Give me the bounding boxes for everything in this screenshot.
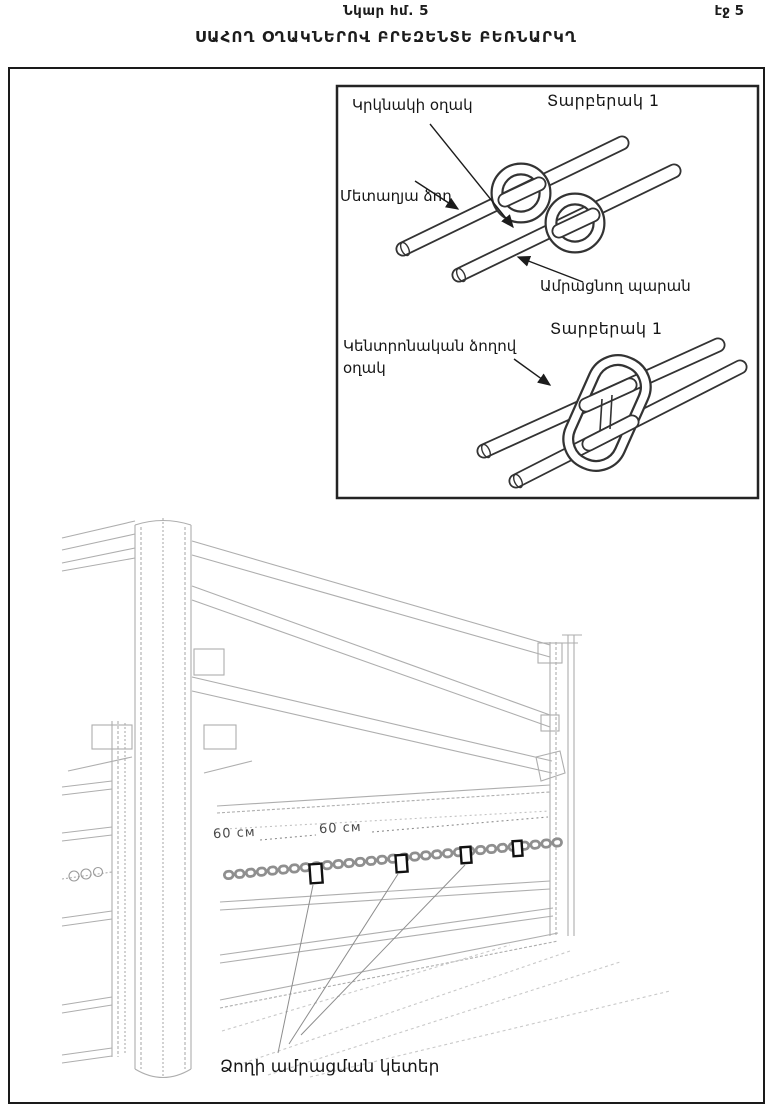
- spacing-label-left: 60 см: [212, 824, 256, 843]
- central-ring-label-line1: Կենտրոնական ձողով: [343, 337, 517, 355]
- page-number: էջ 5: [714, 3, 744, 19]
- fastening-rope-label: Ամրացնող պարան: [540, 277, 691, 295]
- technical-drawing: [10, 69, 763, 1099]
- metal-rod-label: Մետաղյա ձող: [340, 187, 452, 205]
- figure-caption: Նկար հմ. 5: [343, 3, 429, 19]
- variant-heading-bottom: Տարբերակ 1: [550, 319, 663, 338]
- spacing-label-right: 60 см: [318, 819, 362, 838]
- variant-heading-top: Տարբերակ 1: [547, 91, 660, 110]
- figure-frame: [8, 67, 765, 1104]
- central-ring-label-line2: օղակ: [343, 359, 386, 377]
- attachment-points-label: Ձողի ամրացման կետեր: [220, 1057, 440, 1077]
- double-ring-label: Կրկնակի օղակ: [352, 96, 473, 114]
- fence-sketch: [62, 518, 670, 1078]
- figure-title: ՍԱՀՈՂ ՕՂԱԿՆԵՐՈՎ ԲՐԵԶԵՆՏԵ ԲԵՌՆԱՐԿՂ: [194, 28, 578, 46]
